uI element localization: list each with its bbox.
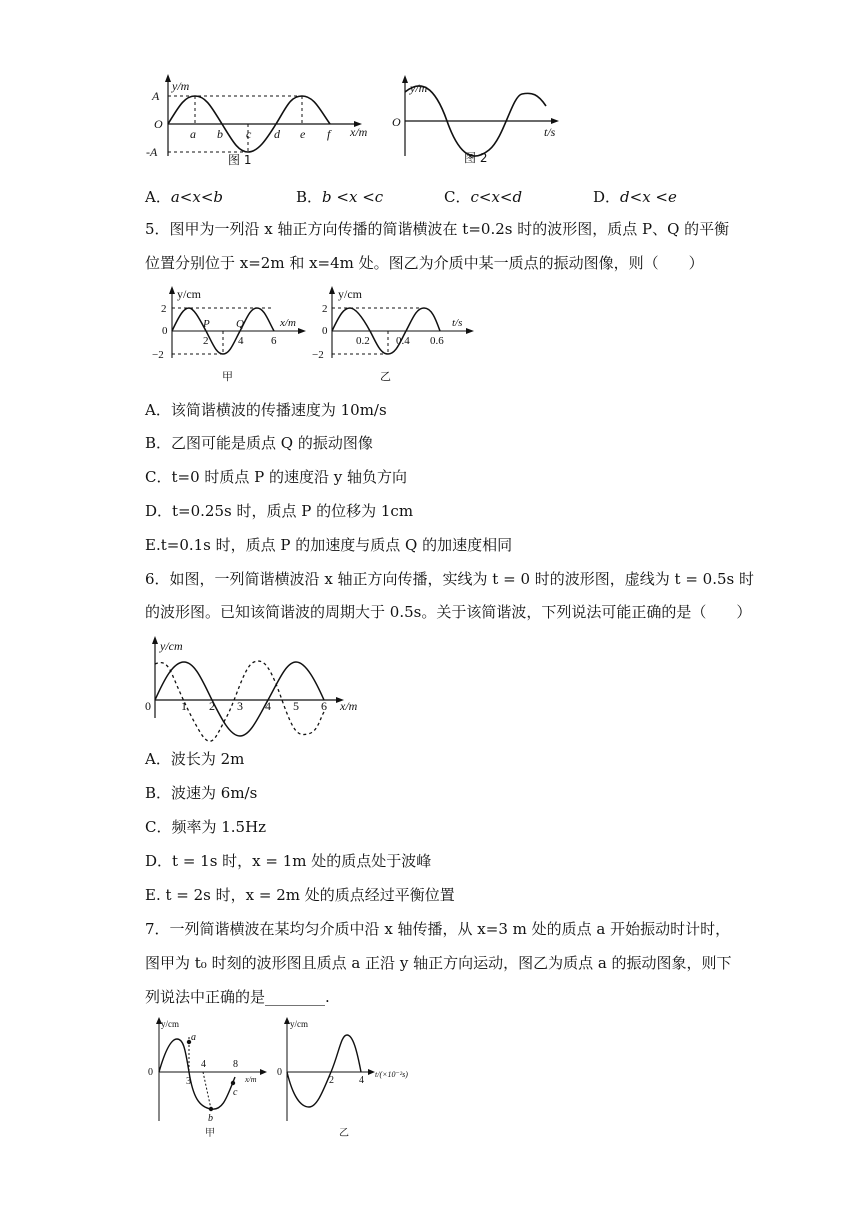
q6-tick-1: 1: [181, 699, 187, 713]
q6-tick-5: 5: [293, 699, 299, 713]
q5-option-c: C．t=0 时质点 P 的速度沿 y 轴负方向: [145, 468, 408, 486]
q5-option-d: D．t=0.25s 时，质点 P 的位移为 1cm: [145, 502, 414, 520]
fig2-xlabel: t/s: [544, 125, 556, 139]
q5-yi-xlabel: t/s: [452, 317, 463, 329]
q5-yi-tick-0.6: 0.6: [430, 335, 444, 347]
q7-jia-caption: 甲: [205, 1128, 215, 1139]
q5-figure-yi: [312, 284, 482, 384]
q5-jia-tick-6: 6: [271, 335, 277, 347]
q4-option-c: C．c<x<d: [444, 188, 523, 206]
fig1-xlabel: x/m: [350, 125, 368, 139]
fig1-caption: 图 1: [228, 153, 252, 167]
q7-yi-caption: 乙: [339, 1128, 349, 1139]
q7-stem-line2: 图甲为 t₀ 时刻的波形图且质点 a 正沿 y 轴正方向运动，图乙为质点 a 的振动图象，则下: [145, 954, 732, 972]
q5-option-a: A．该简谐横波的传播速度为 10m/s: [145, 401, 387, 419]
q7-yi-xlabel: t/(×10⁻²s): [375, 1070, 408, 1079]
q6-stem-line2: 的波形图。已知该简谐波的周期大于 0.5s。关于该简谐波，下列说法可能正确的是（ ）: [145, 603, 752, 621]
q4-option-a: A．a<x<b: [145, 188, 223, 206]
q5-jia-P: P: [203, 318, 210, 330]
fig1-origin: O: [154, 117, 163, 131]
q5-yi-ybot: −2: [312, 349, 324, 361]
fig1-A: A: [152, 89, 160, 103]
fig1-point-e: e: [300, 127, 306, 141]
q5-jia-ytop: 2: [161, 303, 167, 315]
q7-yi-ylabel: y/cm: [290, 1019, 308, 1029]
q5-yi-origin: 0: [322, 325, 328, 337]
q7-figure-yi: [275, 1015, 455, 1140]
fig2-origin: O: [392, 115, 401, 129]
fig1-point-f: f: [327, 127, 331, 141]
q6-xlabel: x/m: [340, 699, 358, 713]
fig1-point-b: b: [217, 127, 223, 141]
q7-jia-ylabel: y/cm: [161, 1019, 179, 1029]
q6-option-d: D．t = 1s 时，x = 1m 处的质点处于波峰: [145, 852, 432, 870]
q7-jia-c: c: [233, 1087, 238, 1098]
q7-jia-xlabel: x/m: [245, 1075, 257, 1084]
q5-option-e: E.t=0.1s 时，质点 P 的加速度与质点 Q 的加速度相同: [145, 536, 513, 554]
q5-jia-Q: Q: [236, 318, 244, 330]
q5-jia-caption: 甲: [222, 370, 233, 383]
q7-stem-line3: 列说法中正确的是________.: [145, 988, 330, 1006]
figure-2-vibration: [392, 70, 572, 170]
q5-yi-tick-0.4: 0.4: [396, 335, 410, 347]
q5-yi-caption: 乙: [380, 370, 391, 383]
q5-jia-ybot: −2: [152, 349, 164, 361]
fig1-ylabel: y/m: [172, 79, 190, 93]
q6-option-e: E. t = 2s 时，x = 2m 处的质点经过平衡位置: [145, 886, 455, 904]
q6-tick-6: 6: [321, 699, 327, 713]
q7-yi-tick-2: 2: [329, 1075, 334, 1086]
q5-jia-tick-4: 4: [238, 335, 244, 347]
q5-yi-tick-0.2: 0.2: [356, 335, 370, 347]
fig1-point-c: c: [246, 127, 252, 141]
q6-stem-line1: 6．如图，一列简谐横波沿 x 轴正方向传播，实线为 t = 0 时的波形图，虚线为 t = 0.5s 时: [145, 570, 754, 588]
q5-figure-jia: [150, 284, 320, 384]
q6-tick-2: 2: [209, 699, 215, 713]
q7-yi-origin: 0: [277, 1067, 282, 1078]
q5-stem-line2: 位置分别位于 x=2m 和 x=4m 处。图乙为介质中某一质点的振动图像，则（ ）: [145, 254, 704, 272]
q4-option-b: B．b <x <c: [296, 188, 384, 206]
q7-jia-a: a: [191, 1032, 196, 1043]
q6-option-c: C．频率为 1.5Hz: [145, 818, 267, 836]
q6-tick-3: 3: [237, 699, 243, 713]
q7-jia-origin: 0: [148, 1067, 153, 1078]
q5-yi-ytop: 2: [322, 303, 328, 315]
q7-jia-tick-8: 8: [233, 1059, 238, 1070]
q6-option-b: B．波速为 6m/s: [145, 784, 258, 802]
q7-jia-b: b: [208, 1113, 213, 1124]
q7-jia-tick-3: 3: [186, 1076, 191, 1087]
q5-jia-ylabel: y/cm: [177, 287, 201, 301]
q7-jia-tick-4: 4: [201, 1059, 206, 1070]
q5-stem-line1: 5．图甲为一列沿 x 轴正方向传播的简谐横波在 t=0.2s 时的波形图，质点 P、Q 的平衡: [145, 220, 730, 238]
figure-1-wave: [140, 68, 370, 168]
q5-option-b: B．乙图可能是质点 Q 的振动图像: [145, 434, 373, 452]
q6-figure: [140, 632, 370, 732]
q5-yi-ylabel: y/cm: [338, 287, 362, 301]
q7-yi-tick-4: 4: [359, 1075, 364, 1086]
q4-option-d: D．d<x <e: [593, 188, 677, 206]
fig2-ylabel: y/m: [410, 81, 428, 95]
q6-ylabel: y/cm: [160, 639, 183, 653]
q5-jia-xlabel: x/m: [280, 317, 296, 329]
q6-tick-4: 4: [265, 699, 271, 713]
q5-jia-origin: 0: [162, 325, 168, 337]
fig1-point-a: a: [190, 127, 196, 141]
q6-origin: 0: [145, 699, 151, 713]
fig1-negA: -A: [146, 145, 158, 159]
q6-option-a: A．波长为 2m: [145, 750, 245, 768]
fig2-caption: 图 2: [464, 151, 488, 165]
q7-figure-jia: [145, 1015, 270, 1140]
fig1-point-d: d: [274, 127, 280, 141]
q5-jia-tick-2: 2: [203, 335, 209, 347]
q7-stem-line1: 7．一列简谐横波在某均匀介质中沿 x 轴传播，从 x=3 m 处的质点 a 开始振动时计时，: [145, 920, 731, 938]
